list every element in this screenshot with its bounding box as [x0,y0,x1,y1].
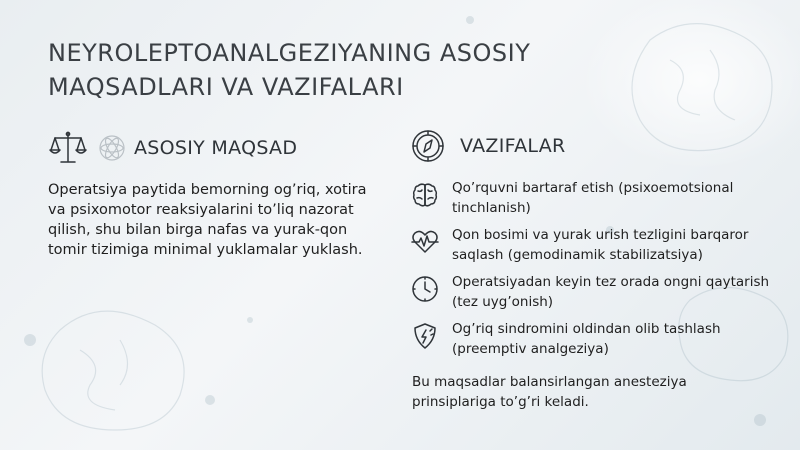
task-item [410,178,780,218]
task-item [410,272,780,312]
task-text: Qo’rquvni bartaraf etish (psixoemotsional tinchlanish) [452,180,734,216]
title-line-2: MAQSADLARI VA VAZIFALARI [48,73,404,101]
task-text: Og’riq sindromini oldindan olib tashlash (preemptiv analgeziya) [452,321,721,357]
shield-icon [410,321,440,351]
atom-icon [96,132,128,164]
goal-heading: ASOSIY MAQSAD [134,137,298,159]
goal-header [48,128,297,168]
summary-text: Bu maqsadlar balansirlangan anesteziya prinsiplariga to’g’ri keladi. [412,374,687,410]
task-item [410,225,780,265]
task-item [410,319,780,359]
tasks-heading: VAZIFALAR [460,135,566,157]
balance-scale-icon [48,128,88,168]
clock-icon [410,274,440,304]
title-line-1: NEYROLEPTOANALGEZIYANING ASOSIY [48,39,531,67]
page-title [48,36,530,104]
heart-pulse-icon [410,227,440,257]
task-text: Operatsiyadan keyin tez orada ongni qaytarish (tez uyg’onish) [452,274,770,310]
goal-text: Operatsiya paytida bemorning og’riq, xotira va psixomotor reaksiyalarini to’liq nazorat qilish, shu bilan birga nafas va yurak-qon tomir tizimiga minimal yuklamalar yuklash. [48,182,367,258]
brain-icon [410,180,440,210]
tasks-header [410,128,566,164]
task-text: Qon bosimi va yurak urish tezligini barqaror saqlash (gemodinamik stabilizatsiya) [452,227,749,263]
compass-icon [410,128,446,164]
